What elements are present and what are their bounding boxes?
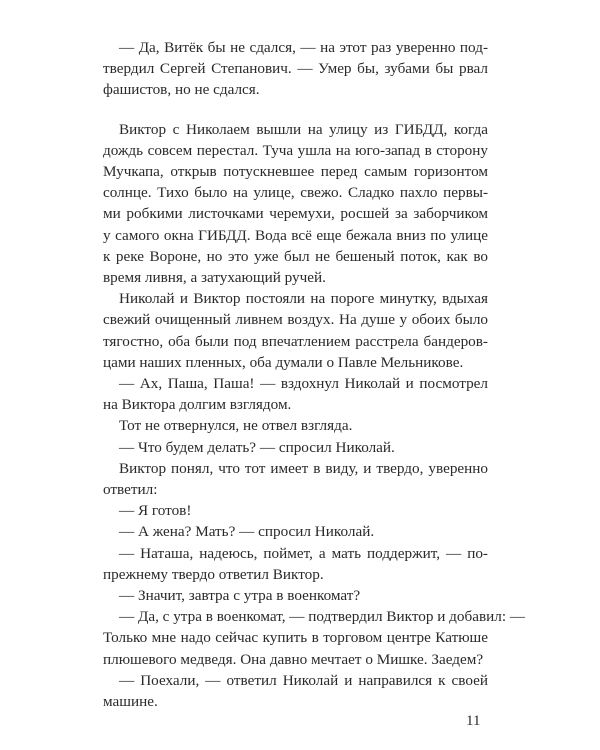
text-line: цами наших пленных, оба думали о Павле Мельникове.: [103, 353, 464, 371]
text-line: — Что будем делать? — спросил Николай.: [119, 438, 395, 456]
text-line: — Ах, Паша, Паша! — вздохнул Николай и посмотрел: [119, 375, 488, 392]
text-line: — Да, Витёк бы не сдался, — на этот раз уверенно под-: [119, 39, 488, 56]
text-line: солнце. Тихо было на улице, свежо. Сладко пахло первы-: [103, 184, 488, 202]
text-line: прежнему твердо ответил Виктор.: [103, 565, 324, 583]
text-line: Мучкапа, открыв потускневшее перед самым горизонтом: [103, 163, 488, 180]
text-line: ответил:: [103, 481, 158, 498]
text-line: плюшевого медведя. Она давно мечтает о Мишке. Заедем?: [103, 650, 484, 668]
text-line: фашистов, но не сдался.: [103, 81, 260, 99]
text-line: Тот не отвернулся, не отвел взгляда.: [119, 417, 353, 435]
text-line: к реке Вороне, но это уже был не бешеный поток, как во: [103, 247, 488, 265]
text-line: машине.: [103, 693, 158, 710]
text-line: на Виктора долгим взглядом.: [103, 396, 292, 414]
text-line: ми робкими листочками черемухи, росшей за заборчиком: [103, 205, 488, 223]
text-line: — Наташа, надеюсь, поймет, а мать поддержит, — по-: [119, 544, 488, 562]
text-line: дождь совсем перестал. Туча ушла на юго-запад в сторону: [103, 141, 488, 159]
text-line: время ливня, а затухающий ручей.: [103, 269, 326, 286]
text-line: твердил Сергей Степанович. — Умер бы, зубами бы рвал: [103, 60, 488, 78]
text-line: тягостно, оба были под впечатлением расстрела бандеров-: [103, 332, 488, 350]
text-line: — Я готов!: [119, 502, 192, 520]
text-line: — А жена? Мать? — спросил Николай.: [119, 523, 375, 541]
text-line: Николай и Виктор постояли на пороге минутку, вдыхая: [119, 290, 488, 308]
text-line: — Да, с утра в военкомат, — подтвердил Виктор и добавил: —: [119, 608, 526, 626]
page-number: 11: [466, 713, 481, 729]
text-line: свежий очищенный ливнем воздух. На душе у обоих было: [103, 311, 488, 329]
text-line: Виктор с Николаем вышли на улицу из ГИБДД, когда: [119, 120, 488, 138]
text-line: Только мне надо сейчас купить в торговом центре Катюше: [103, 629, 488, 647]
text-line: Виктор понял, что тот имеет в виду, и твердо, уверенно: [119, 459, 488, 477]
text-line: — Значит, завтра с утра в военкомат?: [119, 587, 361, 604]
text-line: — Поехали, — ответил Николай и направился к своей: [119, 671, 488, 689]
text-line: у самого окна ГИБДД. Вода всё еще бежала вниз по улице: [103, 226, 488, 244]
